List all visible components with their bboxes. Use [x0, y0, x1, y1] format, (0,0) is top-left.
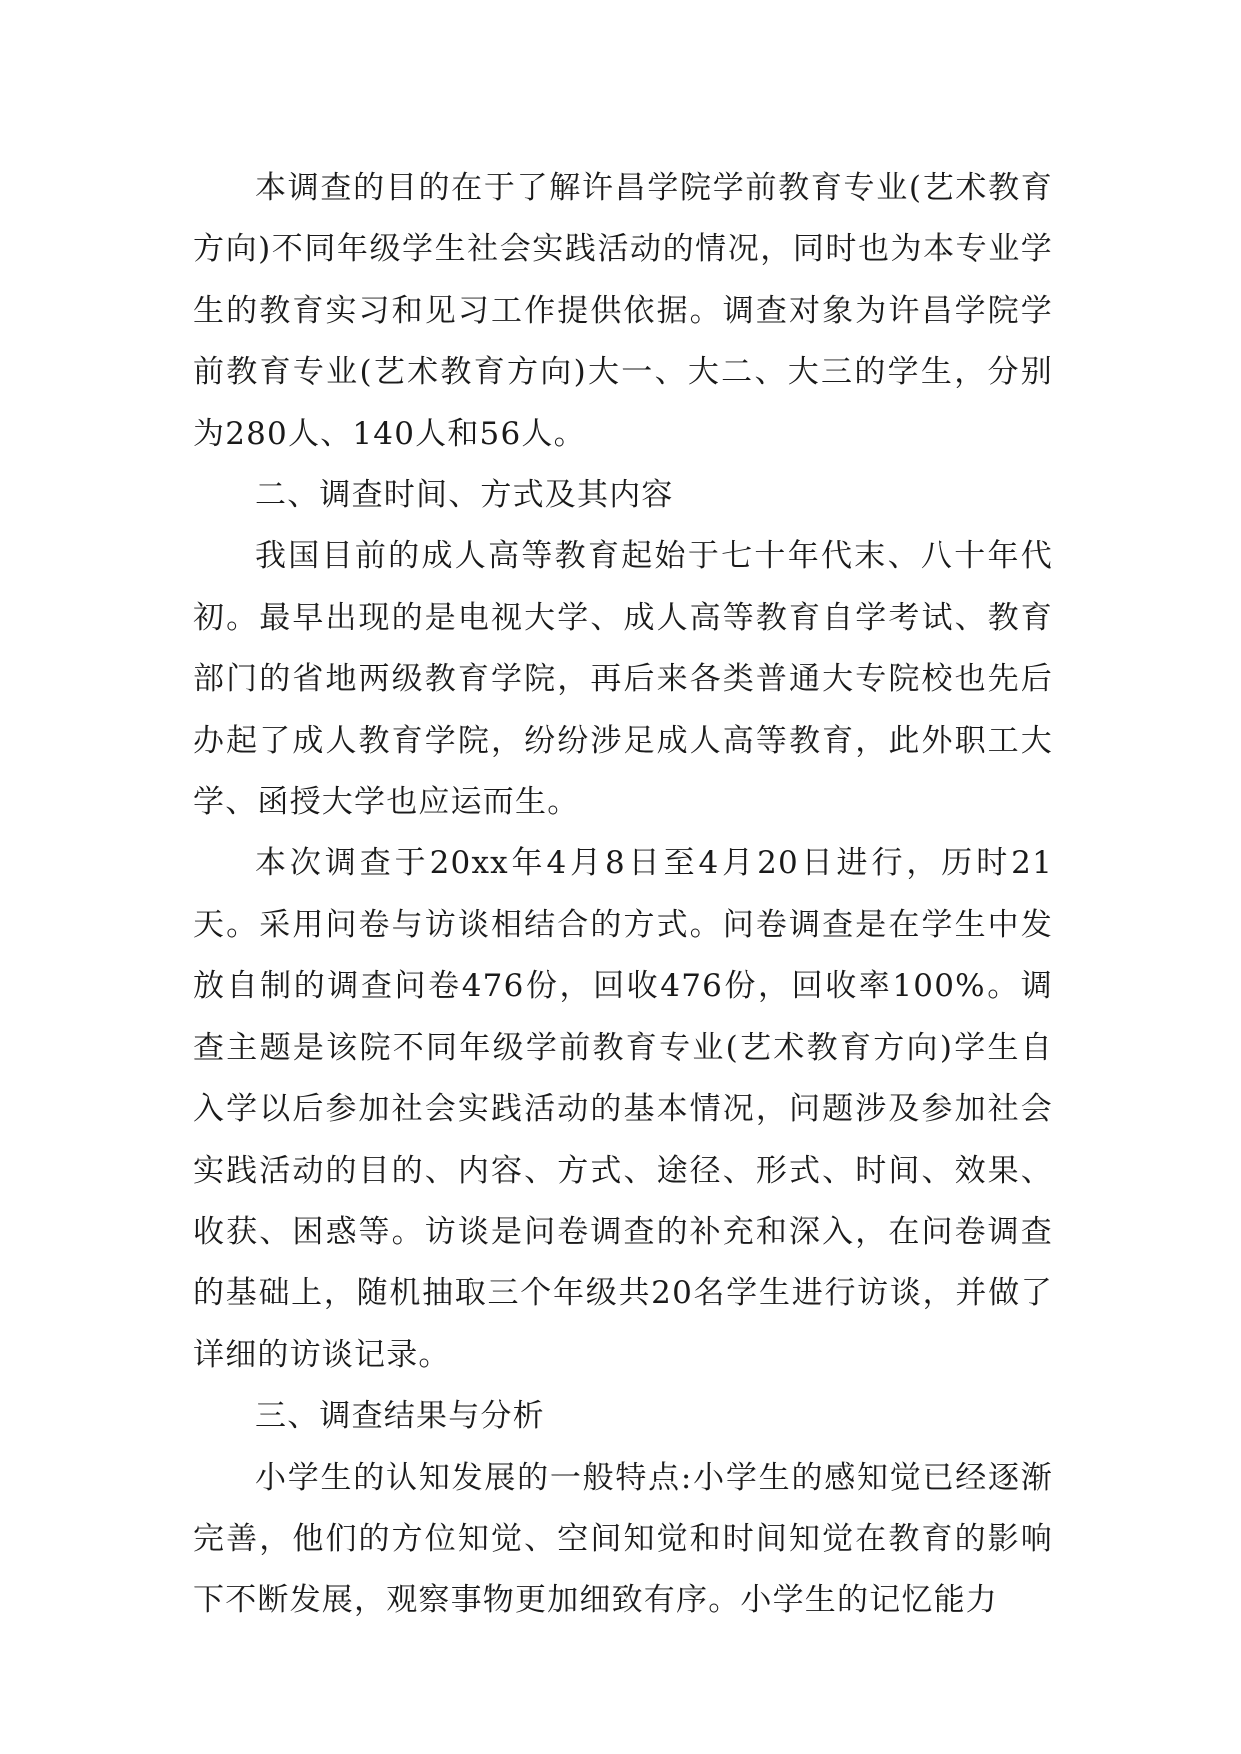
heading-survey-results: 三、调查结果与分析 — [255, 1398, 545, 1435]
paragraph-survey-details: 本次调查于20xx年4月8日至4月20日进行，历时21天。采用问卷与访谈相结合的方式。问卷调查是在学生中发放自制的调查问卷476份，回收476份，回收率100%。调查主题是该院不同年级学前教育专业(艺术教育方向)学生自入学以后参加社会实践活动的基本情况，问题涉及参加社会实践活动的目的、内容、方式、途径、形式、时间、效果、收获、困惑等。访谈是问卷调查的补充和深入，在问卷调查的基础上，随机抽取三个年级共20名学生进行访谈，并做了详细的访谈记录。 — [193, 845, 1053, 1373]
document-body — [193, 158, 1053, 1632]
paragraph-adult-education: 我国目前的成人高等教育起始于七十年代末、八十年代初。最早出现的是电视大学、成人高等教育自学考试、教育部门的省地两级教育学院，再后来各类普通大专院校也先后办起了成人教育学院，纷纷涉足成人高等教育，此外职工大学、函授大学也应运而生。 — [193, 538, 1053, 821]
heading-survey-time-method: 二、调查时间、方式及其内容 — [255, 477, 674, 514]
paragraph-survey-purpose: 本调查的目的在于了解许昌学院学前教育专业(艺术教育方向)不同年级学生社会实践活动的情况，同时也为本专业学生的教育实习和见习工作提供依据。调查对象为许昌学院学前教育专业(艺术教育方向)大一、大二、大三的学生，分别为280人、140人和56人。 — [193, 170, 1053, 452]
paragraph-cognitive-development: 小学生的认知发展的一般特点:小学生的感知觉已经逐渐完善，他们的方位知觉、空间知觉和时间知觉在教育的影响下不断发展，观察事物更加细致有序。小学生的记忆能力 — [193, 1459, 1053, 1619]
